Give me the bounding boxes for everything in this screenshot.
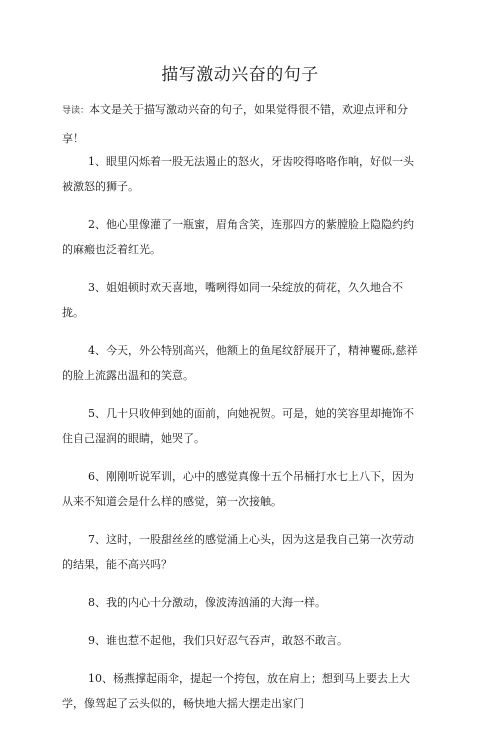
- item-number: 1、: [88, 155, 106, 168]
- list-item: [62, 590, 422, 615]
- list-item: [62, 666, 422, 716]
- item-text: 我的内心十分激动，像波涛汹涌的大海一样。: [106, 596, 326, 609]
- list-item: [62, 527, 422, 577]
- item-text: 眼里闪烁着一股无法遏止的怒火，牙齿咬得咯咯作响，好似一头被激怒的狮子。: [62, 155, 414, 193]
- item-number: 9、: [88, 634, 106, 647]
- document-title: 描写激动兴奋的句子: [161, 65, 319, 85]
- list-item: [62, 275, 422, 325]
- item-number: 6、: [88, 470, 106, 483]
- item-text: 杨燕撑起雨伞，提起一个挎包，放在肩上；想到马上要去上大学，像驾起了云头似的，畅快地大摇大摆走出家门: [62, 672, 410, 710]
- intro-text: 本文是关于描写激动兴奋的句子，如果觉得很不错，欢迎点评和分享！: [62, 103, 409, 145]
- list-item: [62, 401, 422, 451]
- intro-paragraph: [62, 96, 422, 152]
- item-number: 7、: [88, 533, 106, 546]
- list-item: [62, 628, 422, 653]
- list-item: [62, 338, 422, 388]
- item-number: 10、: [88, 672, 113, 685]
- item-text: 刚刚听说军训，心中的感觉真像十五个吊桶打水七上八下，因为从来不知道会是什么样的感觉，第一次接触。: [62, 470, 414, 508]
- item-text: 几十只收伸到她的面前，向她祝贺。可是，她的笑容里却掩饰不住自己湿润的眼睛，她哭了。: [62, 407, 414, 445]
- item-text: 谁也惹不起他，我们只好忍气吞声，敢怒不敢言。: [106, 634, 348, 647]
- item-text: 这时，一股甜丝丝的感觉涌上心头，因为这是我自己第一次劳动的结果，能不高兴吗？: [62, 533, 414, 571]
- item-text: 他心里像灌了一瓶蜜，眉角含笑，连那四方的紫膛脸上隐隐约约的麻瘢也泛着红光。: [62, 218, 414, 256]
- item-number: 2、: [88, 218, 106, 231]
- item-text: 今天，外公特别高兴，他额上的鱼尾纹舒展开了，精神矍砾,慈祥的脸上流露出温和的笑意。: [62, 344, 418, 382]
- intro-label: 导读：: [62, 106, 90, 116]
- item-text: 姐姐顿时欢天喜地，嘴咧得如同一朵绽放的荷花，久久地合不拢。: [62, 281, 403, 319]
- item-number: 5、: [88, 407, 106, 420]
- list-item: [62, 212, 422, 262]
- item-number: 4、: [88, 344, 106, 357]
- list-item: [62, 464, 422, 514]
- item-number: 3、: [88, 281, 106, 294]
- item-number: 8、: [88, 596, 106, 609]
- list-item: [62, 149, 422, 199]
- sentence-list: [62, 149, 422, 729]
